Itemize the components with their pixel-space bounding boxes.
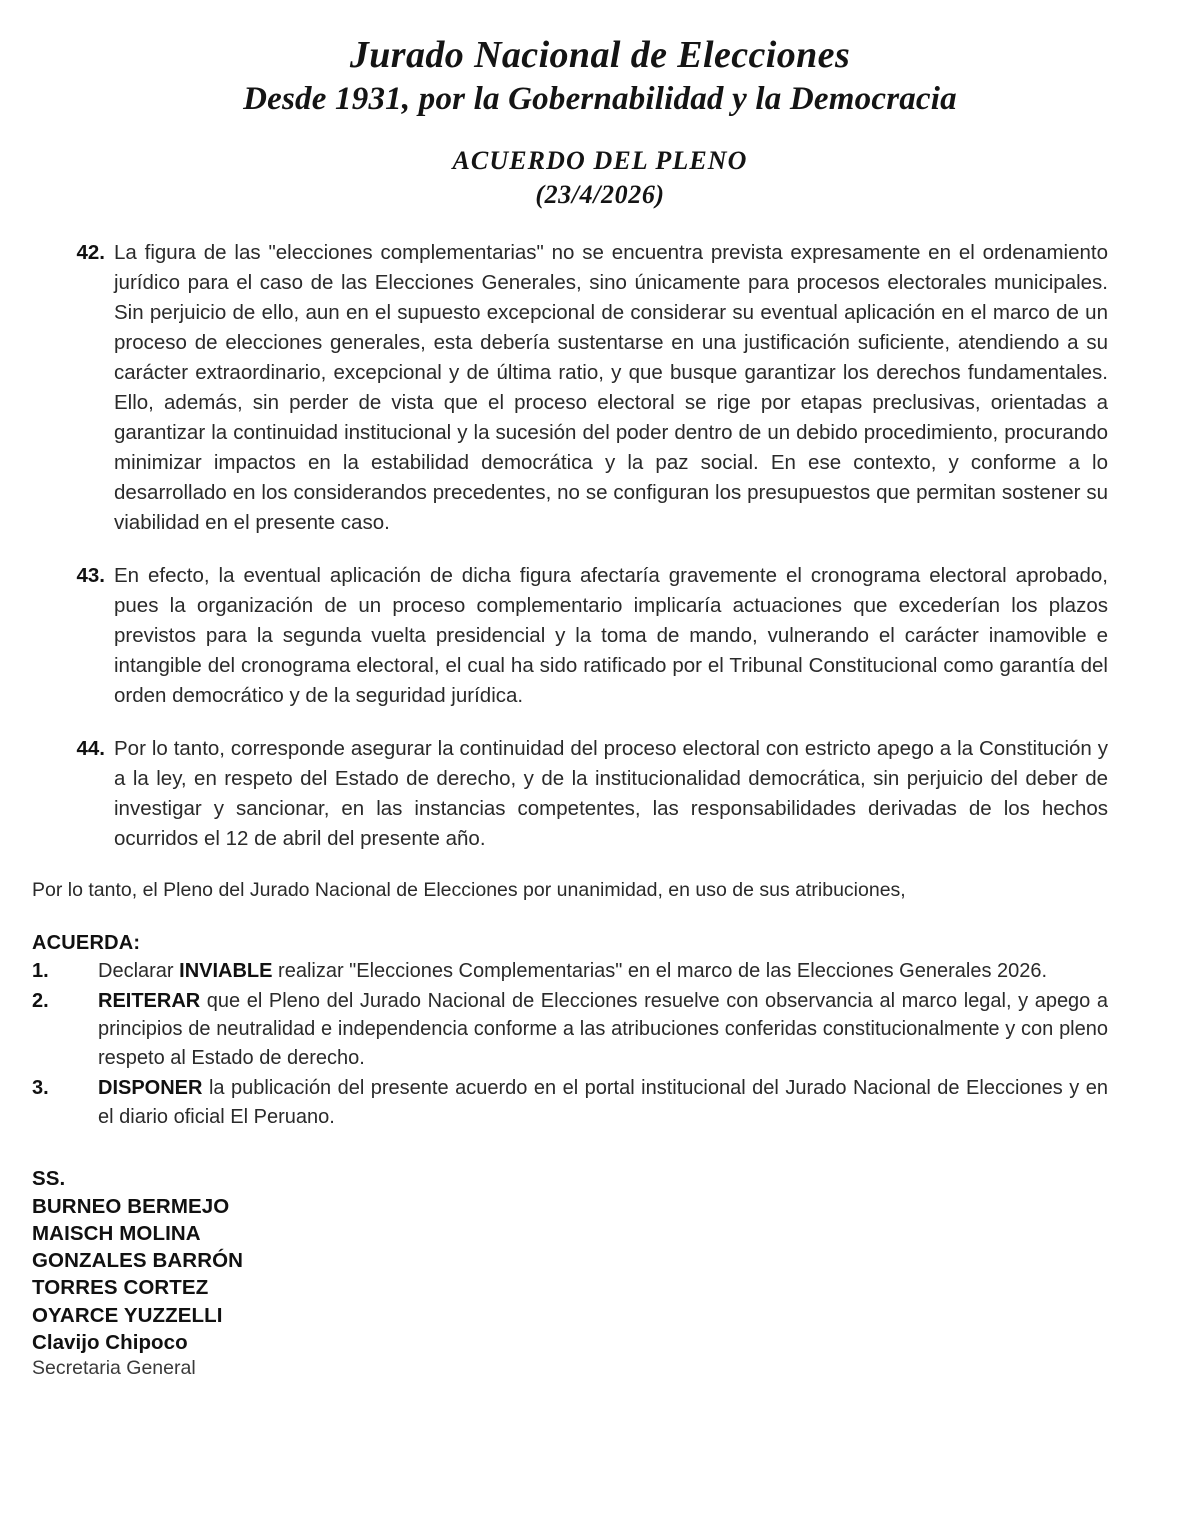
acuerda-emphasis: DISPONER xyxy=(98,1076,203,1099)
document-type-title: ACUERDO DEL PLENO xyxy=(452,145,748,175)
acuerda-text-after: la publicación del presente acuerdo en el portal institucional del Jurado Nacional de Elecciones y en el diario oficial El Peruano. xyxy=(98,1076,1108,1128)
considerandos-section xyxy=(0,238,1200,855)
considerando-item xyxy=(70,734,1108,854)
acuerda-item xyxy=(32,957,1108,986)
considerando-text: En efecto, la eventual aplicación de dicha figura afectaría gravemente el cronograma electoral aprobado, pues la organización de un proceso complementario implicaría actuaciones que excederían los plazos previstos para la segunda vuelta presidencial y la toma de mando, vulnerando el carácter inamovible e intangible del cronograma electoral, el cual ha sido ratificado por el Tribunal Constitucional como garantía del orden democrático y de la seguridad jurídica. xyxy=(114,564,1108,708)
secretary-name: Clavijo Chipoco xyxy=(32,1330,188,1354)
considerando-text: La figura de las "elecciones complementarias" no se encuentra prevista expresamente en el ordenamiento jurídico para el caso de las Elecciones Generales, sino únicamente para procesos electorales municipales. Sin perjuicio de ello, aun en el supuesto excepcional de considerar su eventual aplicación en el marco de un proceso de elecciones generales, esta debería sustentarse en una justificación suficiente, atendiendo a su carácter extraordinario, excepcional y de última ratio, y que busque garantizar los derechos fundamentales. Ello, además, sin perder de vista que el proceso electoral se rige por etapas preclusivas, orientadas a garantizar la continuidad institucional y la sucesión del poder dentro de un debido procedimiento, procurando minimizar impactos en la estabilidad democrática y la paz social. En ese contexto, y conforme a lo desarrollado en los considerandos precedentes, no se configuran los presupuestos que permitan sostener su viabilidad en el presente caso. xyxy=(114,240,1108,535)
institution-name: Jurado Nacional de Elecciones xyxy=(349,34,851,76)
acuerda-text xyxy=(98,1074,1108,1132)
institution-motto: Desde 1931, por la Gobernabilidad y la Democracia xyxy=(243,80,957,117)
acuerda-heading: ACUERDA: xyxy=(32,931,141,954)
signatory-name: MAISCH MOLINA xyxy=(32,1221,201,1245)
letterhead xyxy=(0,0,1200,210)
acuerda-text xyxy=(98,957,1108,986)
signatory-name: BURNEO BERMEJO xyxy=(32,1194,230,1218)
considerando-item xyxy=(70,561,1108,711)
acuerda-text-after: realizar "Elecciones Complementarias" en el marco de las Elecciones Generales 2026. xyxy=(272,959,1048,982)
acuerda-item xyxy=(32,987,1108,1073)
acuerda-number: 1. xyxy=(32,959,49,982)
acuerda-emphasis: INVIABLE xyxy=(179,959,273,982)
considerando-number: 42. xyxy=(76,240,105,264)
acuerda-text-after: que el Pleno del Jurado Nacional de Elecciones resuelve con observancia al marco legal, y apego a principios de neutralidad e independencia conforme a las atribuciones conferidas constitucionalmente y con pleno respeto al Estado de derecho. xyxy=(98,989,1108,1070)
signatory-name: TORRES CORTEZ xyxy=(32,1276,209,1300)
acuerda-emphasis: REITERAR xyxy=(98,989,201,1012)
closing-statement: Por lo tanto, el Pleno del Jurado Nacional de Elecciones por unanimidad, en uso de sus atribuciones, xyxy=(32,879,906,902)
considerando-item xyxy=(70,238,1108,538)
acuerda-text-before: Declarar xyxy=(98,959,180,982)
signature-label: SS. xyxy=(32,1167,66,1191)
considerando-number: 44. xyxy=(76,737,105,761)
document-date: (23/4/2026) xyxy=(535,179,665,209)
acuerda-number: 3. xyxy=(32,1076,49,1099)
considerando-text: Por lo tanto, corresponde asegurar la continuidad del proceso electoral con estricto apego a la Constitución y a la ley, en respeto del Estado de derecho, y de la institucionalidad democrática, sin perjuicio del deber de investigar y sancionar, en las instancias competentes, las responsabilidades derivadas de los hechos ocurridos el 12 de abril del presente año. xyxy=(114,737,1108,851)
acuerda-number: 2. xyxy=(32,989,49,1012)
acuerda-item xyxy=(32,1074,1108,1132)
secretary-role: Secretaria General xyxy=(32,1357,196,1380)
signature-block xyxy=(0,1165,1200,1382)
acuerda-text xyxy=(98,987,1108,1073)
considerando-number: 43. xyxy=(76,564,105,588)
signatory-name: OYARCE YUZZELLI xyxy=(32,1303,223,1327)
signatory-name: GONZALES BARRÓN xyxy=(32,1249,244,1273)
acuerda-list xyxy=(0,957,1200,1132)
